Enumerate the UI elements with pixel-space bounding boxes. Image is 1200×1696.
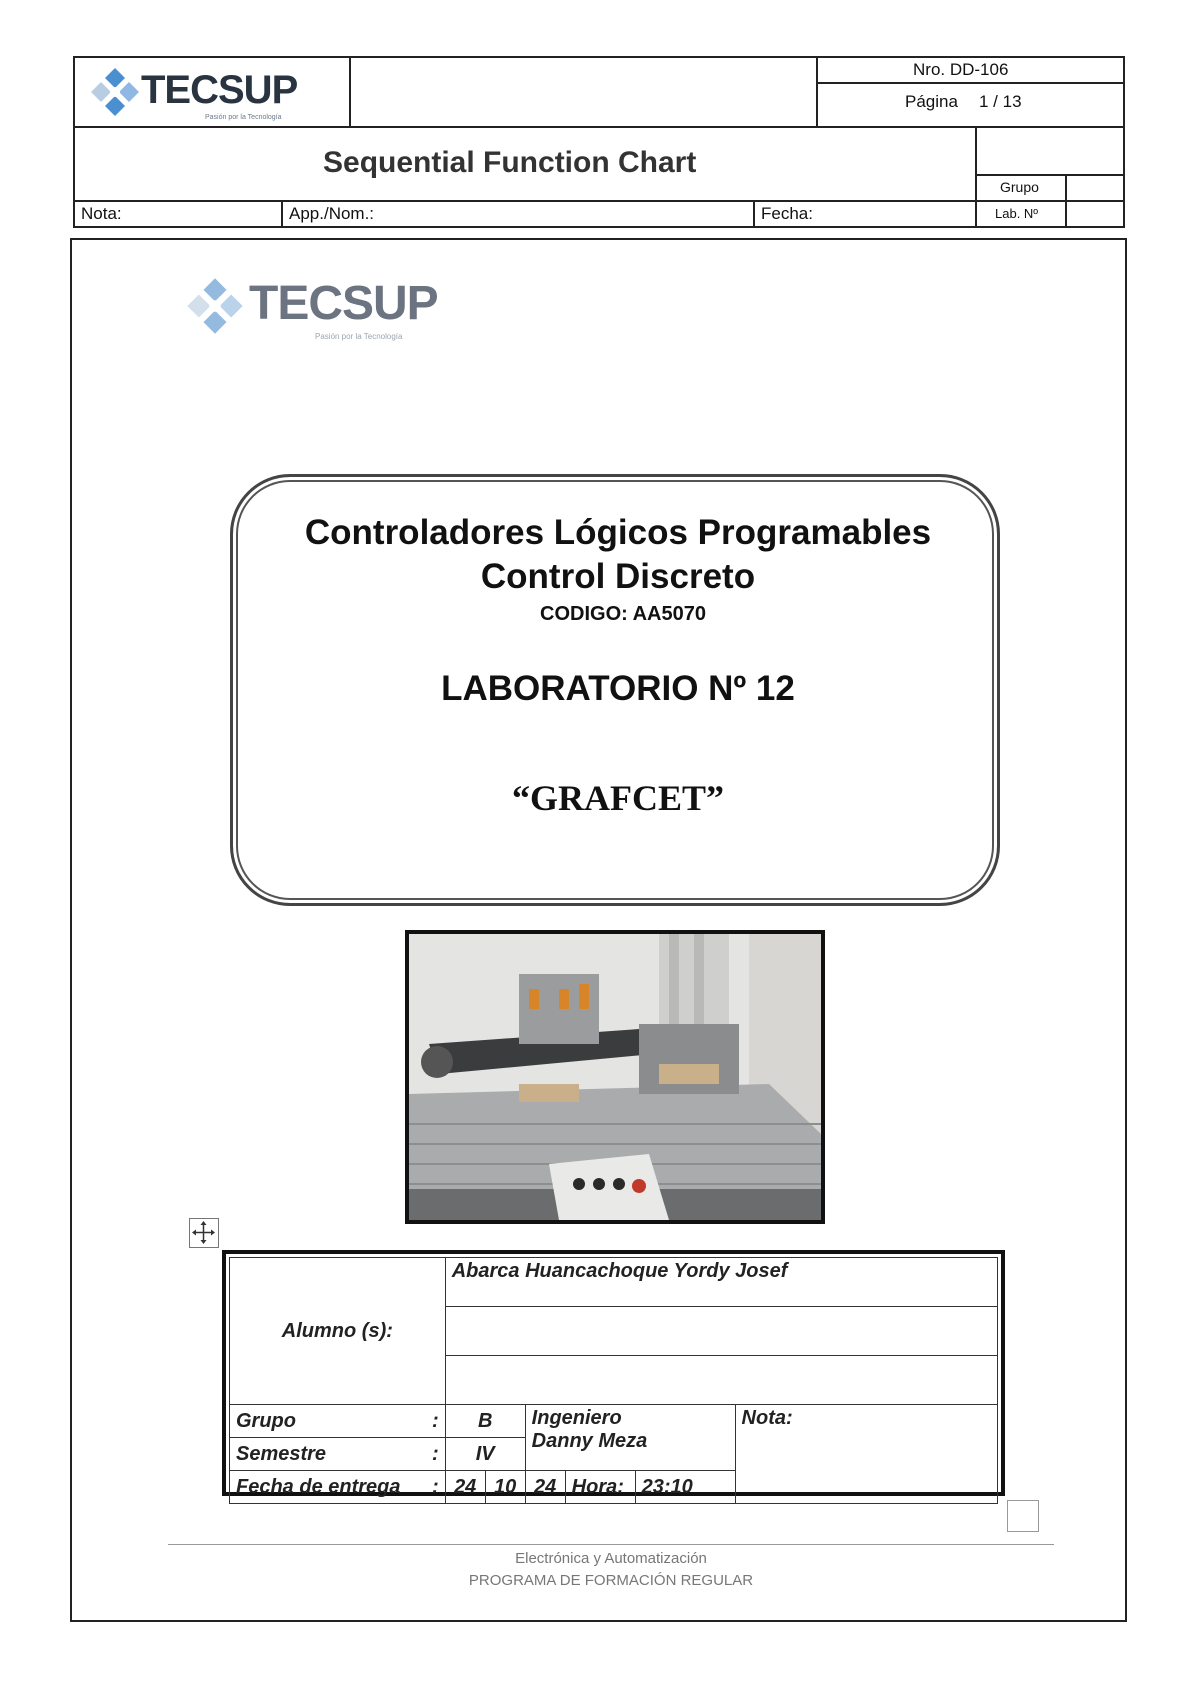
semestre-label-cell: Semestre: [230, 1438, 426, 1471]
cover-logo: [185, 272, 445, 344]
student-info-table: [222, 1250, 1005, 1496]
lab-topic: “GRAFCET”: [511, 778, 724, 818]
app-label: App./Nom.:: [289, 204, 375, 223]
semestre-value[interactable]: IV: [445, 1438, 525, 1471]
course-title: Controladores Lógicos Programables: [304, 513, 932, 552]
title-box: [230, 474, 1000, 906]
lab-equipment-photo: [405, 930, 825, 1224]
hora-label: Hora:: [565, 1471, 635, 1504]
tecsup-logo: [85, 64, 335, 122]
page-label: Página: [905, 92, 958, 111]
fecha-day[interactable]: 24: [445, 1471, 485, 1504]
course-subtitle: Control Discreto: [480, 557, 756, 596]
placeholder-box: [1007, 1500, 1039, 1532]
ingeniero-label: Ingeniero: [531, 1407, 622, 1429]
fecha-month[interactable]: 10: [485, 1471, 525, 1504]
tecsup-logo-icon: [89, 66, 141, 118]
alumno-3-cell[interactable]: [445, 1356, 997, 1405]
alumno-1: Abarca Huancachoque Yordy Josef: [451, 1260, 788, 1282]
tecsup-logo-icon: [185, 276, 245, 336]
page-value: 1 / 13: [979, 92, 1022, 111]
fecha-year[interactable]: 24: [525, 1471, 565, 1504]
logo-tagline: Pasión por la Tecnología: [205, 114, 282, 121]
cover-logo-text: TECSUP: [249, 277, 438, 330]
footer-program: PROGRAMA DE FORMACIÓN REGULAR: [468, 1572, 754, 1589]
footer-department: Electrónica y Automatización: [515, 1550, 707, 1567]
fecha-label-cell: Fecha de entrega: [230, 1471, 426, 1504]
course-code: CODIGO: AA5070: [540, 603, 706, 625]
footer-rule: [168, 1544, 1054, 1545]
alumno-1-cell[interactable]: [445, 1258, 997, 1307]
ingeniero-cell: [525, 1405, 735, 1471]
grupo-colon: :: [425, 1405, 445, 1438]
hora-value[interactable]: 23:10: [635, 1471, 735, 1504]
fecha-label: Fecha:: [761, 204, 813, 223]
alumno-label-cell: [230, 1258, 446, 1405]
cover-logo-tagline: Pasión por la Tecnología: [315, 332, 403, 341]
logo-text: TECSUP: [141, 68, 298, 112]
lab-number: LABORATORIO Nº 12: [441, 669, 795, 708]
semestre-colon: :: [425, 1438, 445, 1471]
fecha-colon: :: [425, 1471, 445, 1504]
grupo-label-cell: Grupo: [230, 1405, 426, 1438]
grupo-label: Grupo: [1000, 179, 1039, 195]
lab-label: Lab. Nº: [995, 206, 1039, 221]
alumno-label: Alumno (s):: [281, 1319, 393, 1342]
document-header: [73, 56, 1125, 228]
alumno-2-cell[interactable]: [445, 1307, 997, 1356]
ingeniero-name: Danny Meza: [531, 1430, 648, 1452]
nota-cell[interactable]: [735, 1405, 997, 1504]
grupo-value[interactable]: B: [445, 1405, 525, 1438]
doc-title: Sequential Function Chart: [323, 146, 697, 179]
nota-label: Nota:: [741, 1407, 793, 1429]
move-handle-icon[interactable]: [189, 1218, 219, 1248]
doc-number: Nro. DD-106: [913, 60, 1009, 79]
nota-label: Nota:: [81, 204, 122, 223]
